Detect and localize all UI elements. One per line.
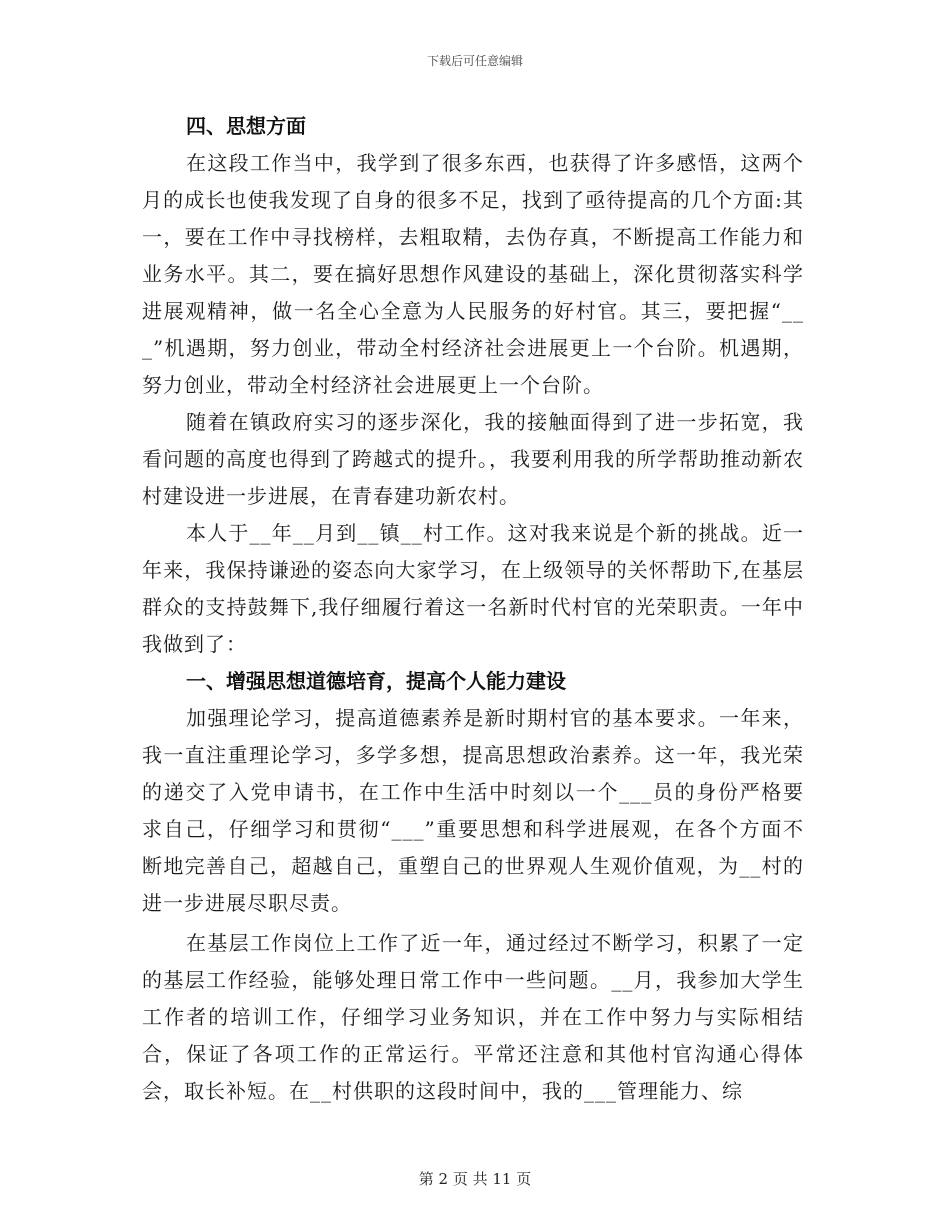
section-heading-thoughts: 四、思想方面 — [186, 114, 306, 138]
paragraph: 加强理论学习，提高道德素养是新时期村官的基本要求。一年来，我一直注重理论学习，多学多想，提高思想政治素养。这一年，我光荣的递交了入党申请书，在工作中生活中时刻以一个___员的身份严格要求自己，仔细学习和贯彻“___”重要思想和科学进展观，在各个方面不断地完善自己，超越自己，重塑自己的世界观人生观价值观，为__村的进一步进展尽职尽责。 — [142, 706, 804, 915]
paragraph: 随着在镇政府实习的逐步深化，我的接触面得到了进一步拓宽，我看问题的高度也得到了跨越式的提升。，我要利用我的所学帮助推动新农村建设进一步进展，在青春建功新农村。 — [142, 410, 804, 508]
paragraph: 在基层工作岗位上工作了近一年，通过经过不断学习，积累了一定的基层工作经验，能够处理日常工作中一些问题。__月，我参加大学生工作者的培训工作，仔细学习业务知识，并在工作中努力与实际相结合，保证了各项工作的正常运行。平常还注意和其他村官沟通心得体会，取长补短。在__村供职的这段时间中，我的___管理能力、综 — [142, 931, 804, 1103]
paragraph: 本人于__年__月到__镇__村工作。这对我来说是个新的挑战。近一年来，我保持谦逊的姿态向大家学习，在上级领导的关怀帮助下,在基层群众的支持鼓舞下,我仔细履行着这一名新时代村官的光荣职责。一年中我做到了： — [142, 521, 804, 656]
document-body — [142, 108, 804, 1110]
paragraph: 在这段工作当中，我学到了很多东西，也获得了许多感悟，这两个月的成长也使我发现了自身的很多不足，找到了亟待提高的几个方面:其一，要在工作中寻找榜样，去粗取精，去伪存真，不断提高工作能力和业务水平。其二，要在搞好思想作风建设的基础上，深化贯彻落实科学进展观精神，做一名全心全意为人民服务的好村官。其三，要把握“___”机遇期，努力创业，带动全村经济社会进展更上一个台阶。机遇期，努力创业，带动全村经济社会进展更上一个台阶。 — [142, 151, 804, 397]
page-number: 第 2 页 共 11 页 — [418, 1170, 532, 1188]
page-header-note: 下载后可任意编辑 — [426, 54, 523, 68]
section-heading-moral-training: 一、增强思想道德培育，提高个人能力建设 — [186, 669, 566, 693]
